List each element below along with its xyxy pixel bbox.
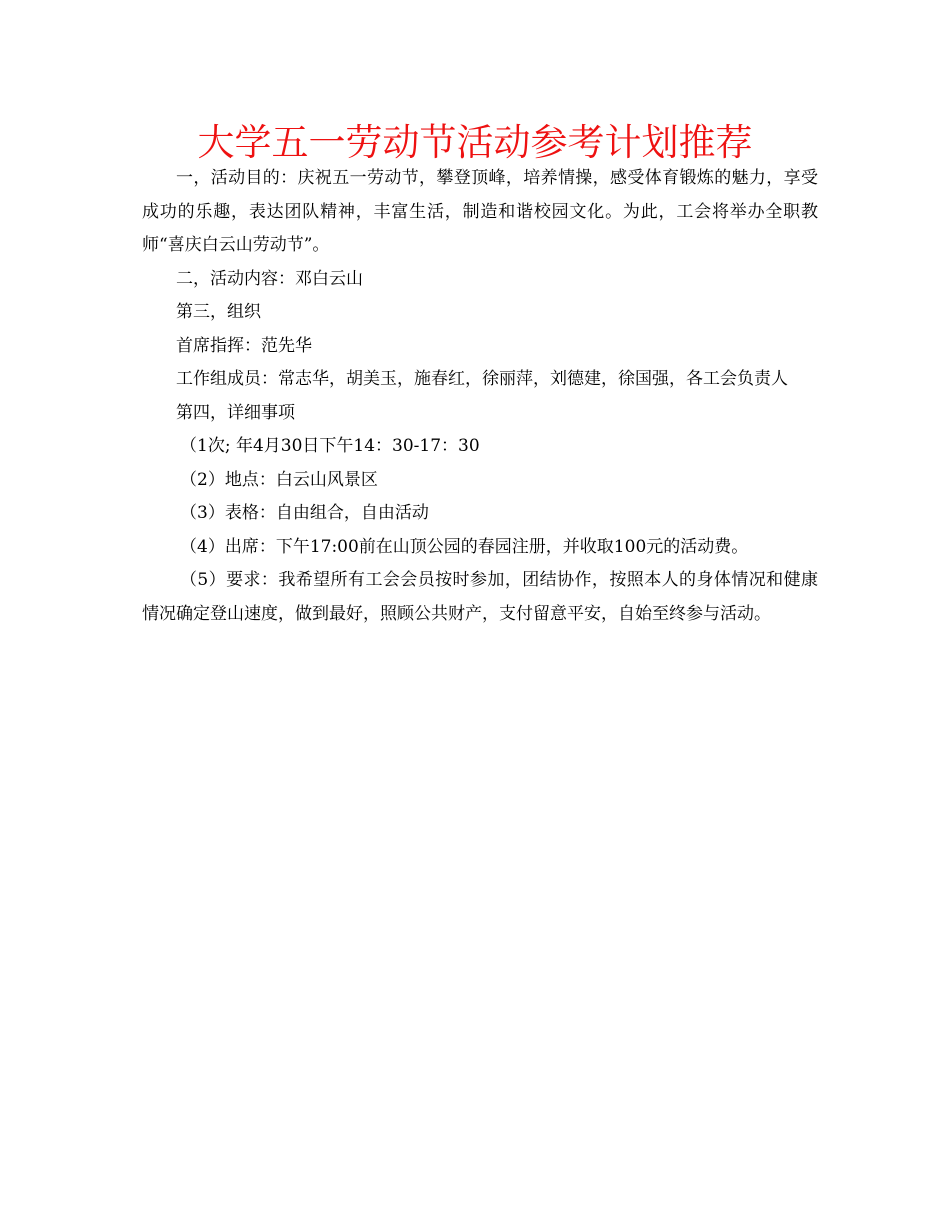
paragraph-organization-heading: 第三，组织 xyxy=(176,302,261,322)
paragraph-working-group: 工作组成员：常志华，胡美玉，施春红，徐丽萍，刘德建，徐国强，各工会负责人 xyxy=(176,369,788,389)
paragraph-chief-commander: 首席指挥：范先华 xyxy=(176,335,312,356)
paragraph-content: 二，活动内容：邓白云山 xyxy=(176,268,363,289)
paragraph-details-heading: 第四，详细事项 xyxy=(176,402,295,423)
paragraph-purpose: 一，活动目的：庆祝五一劳动节，攀登顶峰，培养情操，感受体育锻炼的魅力，享受成功的乐趣，表达团队精神，丰富生活，制造和谐校园文化。为此，工会将举办全职教师“喜庆白云山劳动节”。 xyxy=(142,168,818,255)
paragraph-item-location: （2）地点：白云山风景区 xyxy=(180,469,378,490)
paragraph-item-time: （1次; 年4月30日下午14：30-17：30 xyxy=(180,436,480,456)
document-title: 大学五一劳动节活动参考计划推荐 xyxy=(197,121,753,164)
paragraph-item-form: （3）表格：自由组合，自由活动 xyxy=(180,503,429,523)
paragraph-item-requirements: （5）要求：我希望所有工会会员按时参加，团结协作，按照本人的身体情况和健康情况确定登山速度，做到最好，照顾公共财产，支付留意平安，自始至终参与活动。 xyxy=(142,570,818,624)
document-body xyxy=(142,162,818,631)
paragraph-item-attendance: （4）出席：下午17:00前在山顶公园的春园注册，并收取100元的活动费。 xyxy=(180,536,749,557)
